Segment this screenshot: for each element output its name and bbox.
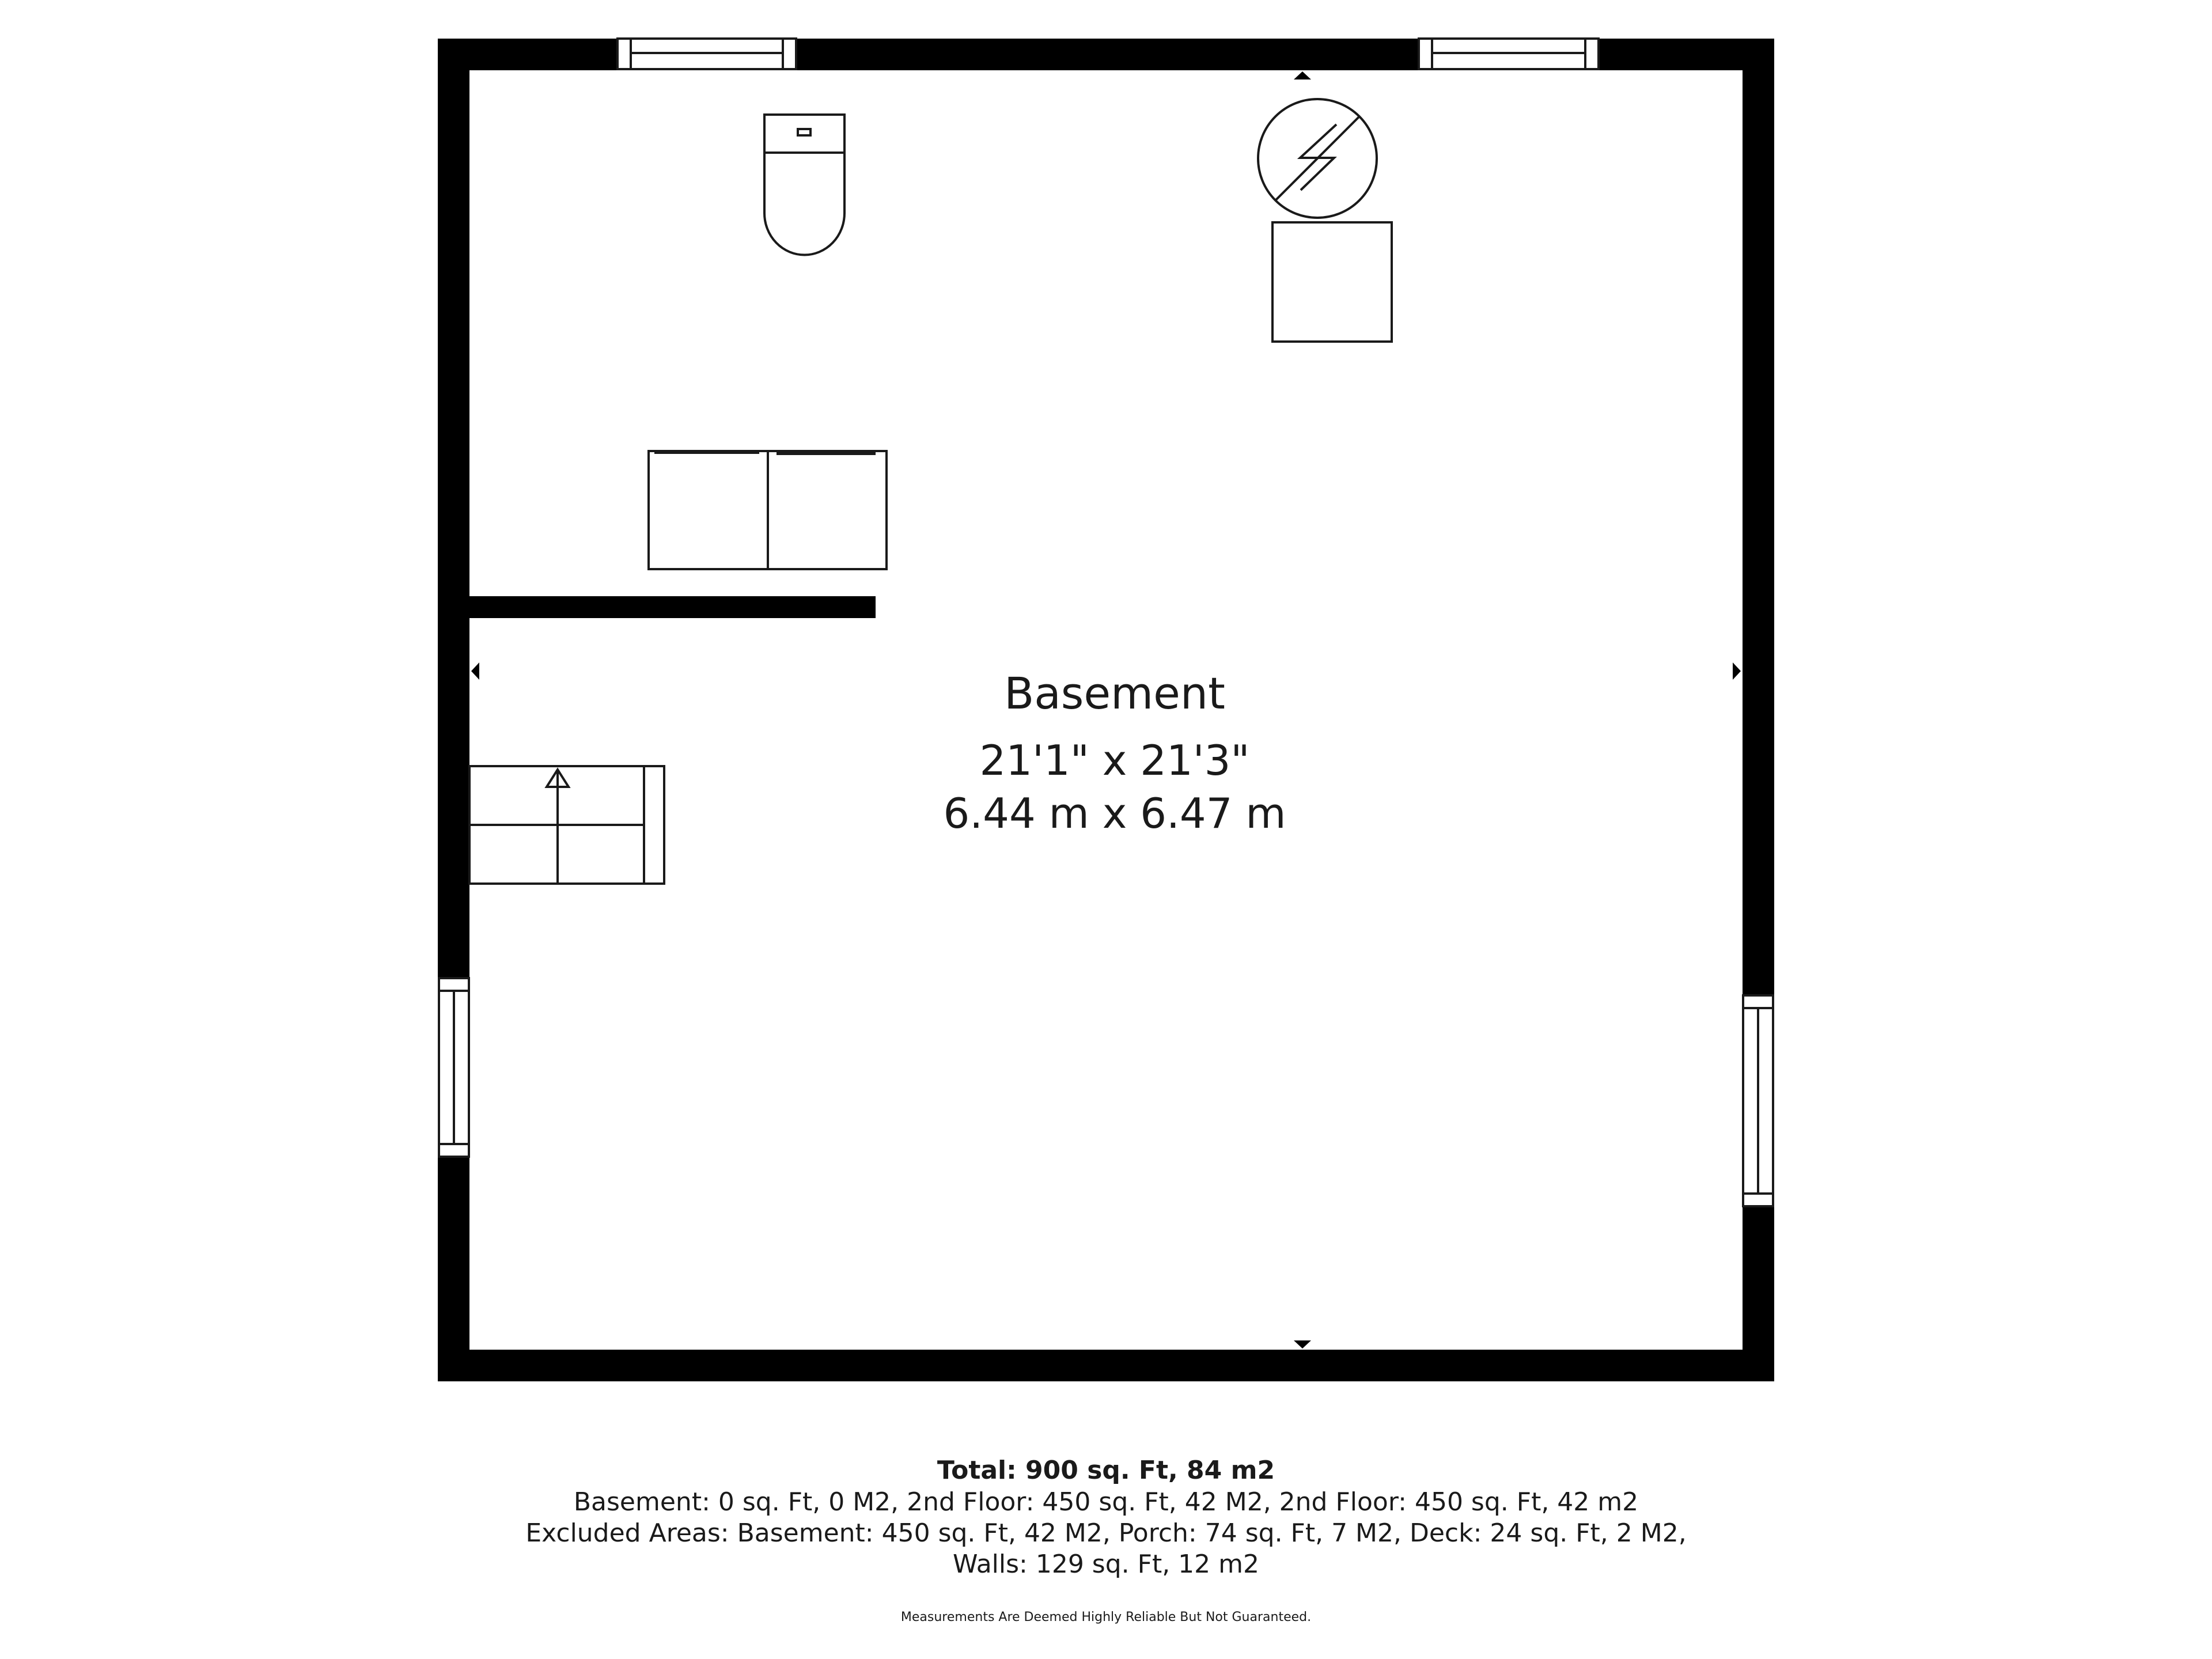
washer-dryer-icon <box>649 451 887 569</box>
room-dimensions-metric: 6.44 m x 6.47 m <box>943 789 1286 838</box>
toilet-icon <box>764 115 844 255</box>
utility-cabinet <box>1272 222 1392 342</box>
marker-top <box>1294 71 1311 79</box>
window-top-left <box>618 39 796 69</box>
interior-wall <box>469 596 876 618</box>
stairs <box>469 766 664 884</box>
total-area: Total: 900 sq. Ft, 84 m2 <box>937 1456 1275 1485</box>
wall-left <box>438 39 469 1381</box>
disclaimer: Measurements Are Deemed Highly Reliable But Not Guaranteed. <box>900 1610 1312 1624</box>
area-breakdown-line-3: Walls: 129 sq. Ft, 12 m2 <box>953 1550 1259 1579</box>
marker-right <box>1733 662 1741 680</box>
marker-left <box>471 662 479 680</box>
area-breakdown-line-1: Basement: 0 sq. Ft, 0 M2, 2nd Floor: 450 sq. Ft, 42 M2, 2nd Floor: 450 sq. Ft, 42 m2 <box>573 1487 1639 1517</box>
room-name: Basement <box>1004 668 1225 719</box>
marker-bottom <box>1294 1340 1311 1349</box>
window-right <box>1743 995 1773 1206</box>
area-summary <box>0 1455 2212 1580</box>
room-dimensions-imperial: 21'1" x 21'3" <box>979 736 1250 785</box>
electrical-panel-icon <box>1258 99 1377 218</box>
window-left <box>439 978 469 1157</box>
wall-bottom <box>438 1350 1774 1381</box>
window-top-right <box>1419 39 1599 69</box>
area-breakdown-line-2: Excluded Areas: Basement: 450 sq. Ft, 42 M2, Porch: 74 sq. Ft, 7 M2, Deck: 24 sq. Ft, 2 M2, <box>525 1518 1687 1548</box>
